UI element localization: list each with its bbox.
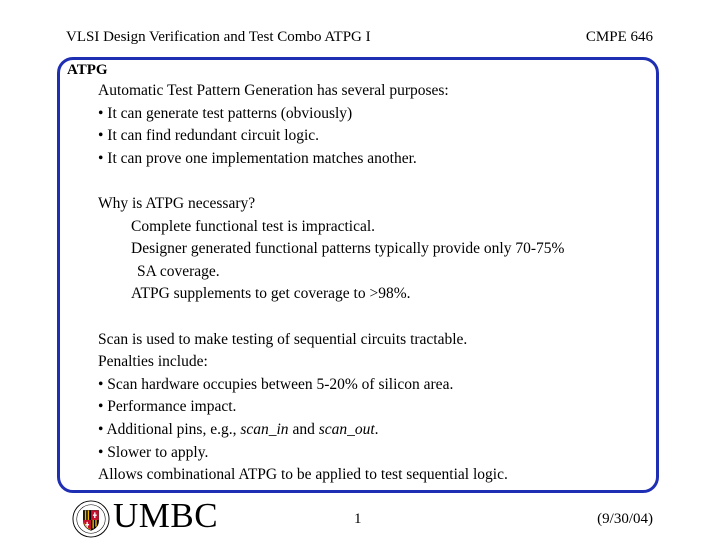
why-item-2: Designer generated functional patterns typically provide only 70-75% (131, 240, 565, 258)
header-course-title: VLSI Design Verification and Test Combo ATPG I (66, 29, 371, 45)
penalty-item-3 (98, 419, 564, 442)
seal-shield (83, 510, 98, 530)
purpose-item-1: • It can generate test patterns (obviously) (98, 104, 353, 122)
penalty-item-2: • Performance impact. (98, 398, 237, 416)
why-heading: Why is ATPG necessary? (98, 194, 256, 212)
penalty-item-3-end: . (374, 420, 379, 438)
intro-line: Automatic Test Pattern Generation has several purposes: (98, 82, 449, 99)
purpose-item-2: • It can find redundant circuit logic. (98, 127, 320, 145)
penalty-item-3-prefix: • Additional pins, e.g., (98, 420, 241, 438)
umbc-seal-icon (72, 500, 110, 538)
purpose-item-3: • It can prove one implementation matches another. (98, 149, 417, 167)
closing-line: Allows combinational ATPG to be applied to test sequential logic. (98, 466, 508, 484)
why-item-1: Complete functional test is impractical. (131, 217, 376, 235)
scan-in-term: scan_in (240, 420, 289, 438)
penalties-heading: Penalties include: (98, 353, 208, 371)
slide-body (98, 80, 564, 487)
page-number: 1 (354, 511, 362, 527)
why-item-2-continued: SA coverage. (137, 262, 220, 280)
scan-intro: Scan is used to make testing of sequential circuits tractable. (98, 330, 468, 348)
umbc-logo-text: UMBC (113, 496, 219, 535)
footer-date: (9/30/04) (597, 511, 653, 527)
penalty-item-4: • Slower to apply. (98, 443, 209, 461)
header-course-code: CMPE 646 (585, 29, 653, 45)
penalty-item-3-and: and (288, 420, 319, 438)
why-item-3: ATPG supplements to get coverage to >98%. (131, 285, 411, 303)
section-title: ATPG (67, 62, 108, 78)
scan-out-term: scan_out (318, 420, 375, 438)
penalty-item-1: • Scan hardware occupies between 5-20% of silicon area. (98, 375, 454, 393)
